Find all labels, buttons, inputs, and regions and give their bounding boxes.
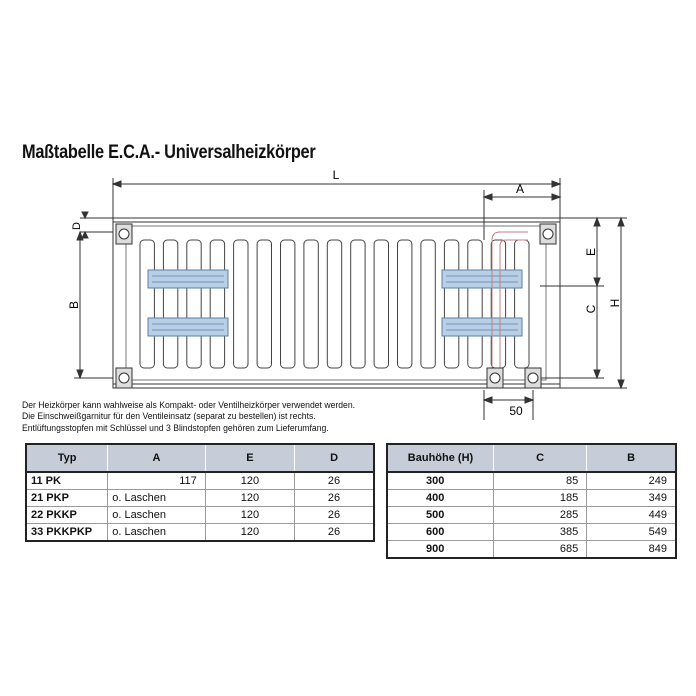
panel-channel xyxy=(304,240,318,368)
label-l: L xyxy=(332,168,340,182)
cell-a: o. Laschen xyxy=(108,490,206,507)
cell-d: 26 xyxy=(295,490,374,507)
notes xyxy=(22,400,355,434)
col-header-b: B xyxy=(587,444,676,472)
type-dimension-table xyxy=(25,443,375,542)
col-header-bauhoehe: Bauhöhe (H) xyxy=(387,444,493,472)
panel-channel xyxy=(163,240,177,368)
cell-h: 500 xyxy=(387,507,493,524)
panel-channel xyxy=(491,240,505,368)
cell-h: 300 xyxy=(387,472,493,490)
panel-channel xyxy=(351,240,365,368)
table-row xyxy=(387,472,676,490)
cell-b: 249 xyxy=(587,472,676,490)
bracket-right-bottom xyxy=(442,318,522,336)
panel-channel xyxy=(515,240,529,368)
table-row xyxy=(26,507,374,524)
cell-d: 26 xyxy=(295,472,374,490)
label-b: B xyxy=(67,300,81,310)
bracket-left-top xyxy=(148,270,228,288)
cell-b: 849 xyxy=(587,541,676,559)
panel-channel xyxy=(327,240,341,368)
table-row xyxy=(387,524,676,541)
label-a: A xyxy=(515,182,525,196)
cell-c: 85 xyxy=(493,472,586,490)
cell-typ: 22 PKKP xyxy=(26,507,108,524)
cell-c: 185 xyxy=(493,490,586,507)
label-h: H xyxy=(608,298,622,308)
note-line: Der Heizkörper kann wahlweise als Kompakt- oder Ventilheizkörper verwendet werden. xyxy=(22,400,356,411)
cell-b: 549 xyxy=(587,524,676,541)
panel-channel xyxy=(398,240,412,368)
cell-e: 120 xyxy=(205,490,294,507)
cell-a: 117 xyxy=(108,472,206,490)
table-row xyxy=(387,490,676,507)
cell-c: 685 xyxy=(493,541,586,559)
col-header-d: D xyxy=(295,444,374,472)
panel-channel xyxy=(234,240,248,368)
valve-pipe xyxy=(492,232,528,378)
cell-e: 120 xyxy=(205,507,294,524)
cell-h: 400 xyxy=(387,490,493,507)
cell-c: 285 xyxy=(493,507,586,524)
cell-typ: 21 PKP xyxy=(26,490,108,507)
cell-e: 120 xyxy=(205,472,294,490)
bracket-left-bottom xyxy=(148,318,228,336)
cell-typ: 11 PK xyxy=(26,472,108,490)
panel-channel xyxy=(468,240,482,368)
table-row xyxy=(387,541,676,559)
label-d: D xyxy=(71,222,83,230)
cell-h: 600 xyxy=(387,524,493,541)
cell-typ: 33 PKKPKP xyxy=(31,526,93,538)
panel-channel xyxy=(140,240,154,368)
table-row xyxy=(387,507,676,524)
col-header-c: C xyxy=(493,444,586,472)
label-c: C xyxy=(584,304,598,314)
page-title: Maßtabelle E.C.A.- Universalheizkörper xyxy=(22,142,316,163)
cell-a: o. Laschen xyxy=(108,524,206,542)
panel-channel xyxy=(187,240,201,368)
cell-b: 449 xyxy=(587,507,676,524)
cell-b: 349 xyxy=(587,490,676,507)
panel-channel xyxy=(374,240,388,368)
panel-channel xyxy=(210,240,224,368)
col-header-a: A xyxy=(108,444,206,472)
table-row xyxy=(26,524,374,542)
height-dimension-table xyxy=(386,443,677,559)
cell-e: 120 xyxy=(205,524,294,542)
table-row xyxy=(26,472,374,490)
label-e: E xyxy=(584,247,598,257)
radiator-body xyxy=(113,218,560,388)
cell-d: 26 xyxy=(295,524,374,542)
panel-channel xyxy=(281,240,295,368)
panel-channel xyxy=(444,240,458,368)
col-header-e: E xyxy=(205,444,294,472)
note-line: Die Einschweißgarnitur für den Ventileinsatz (separat zu bestellen) ist rechts. xyxy=(22,411,316,423)
cell-a: o. Laschen xyxy=(108,507,206,524)
cell-d: 26 xyxy=(295,507,374,524)
panel-channel xyxy=(257,240,271,368)
panel-channels xyxy=(140,240,529,368)
col-header-typ: Typ xyxy=(26,444,108,472)
cell-c: 385 xyxy=(493,524,586,541)
table-row xyxy=(26,490,374,507)
cell-h: 900 xyxy=(426,543,445,555)
label-50: 50 xyxy=(509,404,523,418)
panel-channel xyxy=(421,240,435,368)
bracket-right-top xyxy=(442,270,522,288)
note-line: Entlüftungsstopfen mit Schlüssel und 3 Blindstopfen gehören zum Lieferumfang. xyxy=(22,422,329,434)
